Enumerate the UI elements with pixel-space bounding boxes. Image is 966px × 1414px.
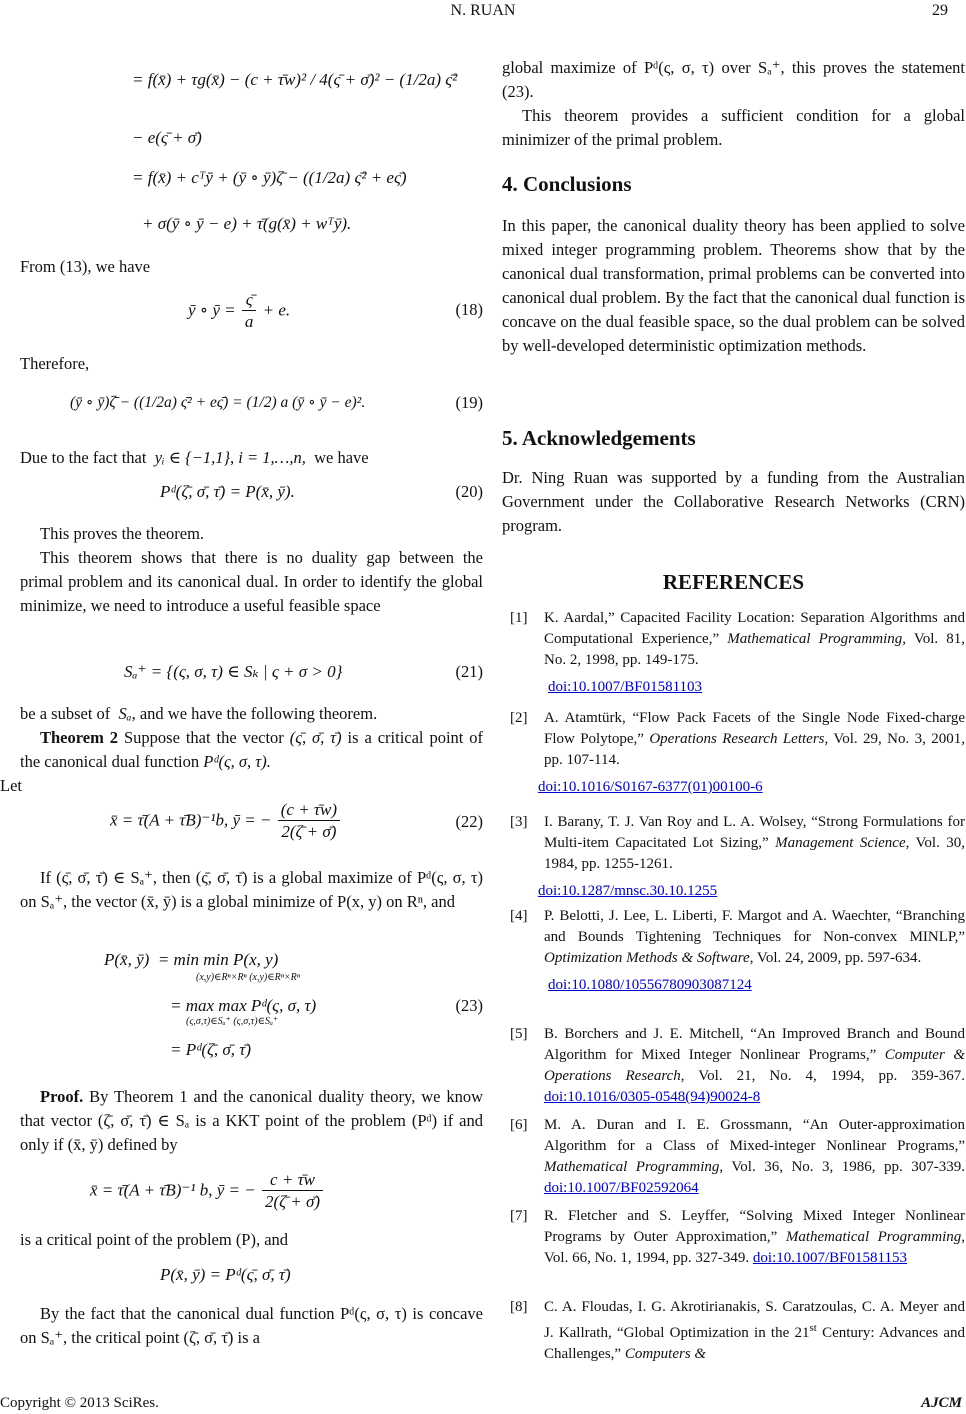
reference-text: P. Belotti, J. Lee, L. Liberti, F. Margot and A. Waechter, “Branching and Bounds Tightening Techniques for Non-convex MINLP,” <box>544 908 965 945</box>
reference-number: [4] <box>510 908 528 924</box>
journal-name: Computer & Operations Research <box>544 1047 965 1084</box>
section-heading: 5. Acknowledgements <box>502 426 696 450</box>
proof-label: Proof. <box>40 1087 84 1106</box>
paragraph: Dr. Ning Ruan was supported by a funding from the Australian Government under the Collaborative Research Networks (CRN) program. <box>502 468 965 535</box>
equation-line: = f(x̄) + cᵀȳ + (ȳ ∘ ȳ)ζ̄ − ((1/2a) ς̄² + eς̄) <box>132 168 407 187</box>
reference-text: , Vol. 29, No. 3, 2001, pp. 107-114. <box>544 731 966 768</box>
reference-item <box>502 1115 965 1199</box>
reference-item <box>502 1297 965 1365</box>
reference-text: R. Fletcher and S. Leyffer, “Solving Mixed Integer Nonlinear Programs by Outer Approximation,” <box>544 1208 965 1245</box>
reference-number: [7] <box>510 1208 528 1224</box>
text: be a subset of <box>20 704 111 723</box>
journal-name: Computers & <box>624 1346 707 1362</box>
reference-item <box>502 608 965 698</box>
equation-equal: P(x̄, ȳ) = Pᵈ(ς̄, σ̄, τ̄) <box>160 1265 291 1284</box>
paragraph: This theorem shows that there is no duality gap between the primal problem and its canonical dual. In order to identify the global minimize, we need to introduce a useful feasible space <box>20 548 483 615</box>
inline-math: Pᵈ(ς, σ, τ). <box>203 752 271 771</box>
paragraph: By the fact that the canonical dual function Pᵈ(ς, σ, τ) is concave on Sₐ⁺, the critical point (ζ̄, σ̄, τ̄) is a <box>20 1304 483 1347</box>
doi-link[interactable]: doi:10.1287/mnsc.30.10.1255 <box>538 883 718 899</box>
text: Due to the fact that <box>20 448 147 467</box>
reference-text: K. Aardal,” Capacited Facility Location: Separation Algorithms and Computational Experience,” <box>544 610 965 647</box>
reference-number: [1] <box>510 610 528 626</box>
eq-proof-fraction <box>262 1170 323 1213</box>
reference-text: A. Atamtürk, “Flow Pack Facets of the Single Node Fixed-charge Flow Polytope,” <box>544 710 965 747</box>
inline-math: Sₐ <box>118 704 132 723</box>
section-heading: 4. Conclusions <box>502 172 632 196</box>
text: By Theorem 1 and the canonical duality theory, we know that vector (ζ̄, σ̄, τ̄) ∈ Sₐ is a KKT point of the problem (Pᵈ) if and only if (x̄, ȳ) defined by <box>20 1087 483 1154</box>
equation-22 <box>110 800 342 843</box>
journal-name: Mathematical Programming, <box>727 631 906 647</box>
text: , and we have the following theorem. <box>131 704 378 723</box>
eq18-rhs: + e. <box>262 300 291 320</box>
eq22-denominator: 2(ζ̄ + σ̄) <box>281 822 337 841</box>
references-heading: REFERENCES <box>662 570 805 594</box>
inline-math: yᵢ ∈ {−1,1}, i = 1,…,n, <box>154 448 306 467</box>
page-number: 29 <box>932 2 948 19</box>
reference-text: B. Borchers and J. E. Mitchell, “An Improved Branch and Bound Algorithm for Mixed Integer Nonlinear Programs,” <box>544 1026 965 1063</box>
journal-abbrev: AJCM <box>921 1395 962 1411</box>
doi-link[interactable]: doi:10.1007/BF02592064 <box>544 1180 699 1196</box>
equation-proof <box>90 1170 325 1213</box>
equation-line: = f(x̄) + τg(x̄) − (c + τ̄w)² / 4(ς̄ + σ̄)² − (1/2a) ς̄² <box>132 70 458 89</box>
running-head: N. RUAN <box>450 2 516 19</box>
equation-line: + σ(ȳ ∘ ȳ − e) + τ̄(g(x̄) + wᵀȳ). <box>142 214 352 233</box>
reference-number: [2] <box>510 710 528 726</box>
reference-number: [5] <box>510 1026 528 1042</box>
journal-name: Optimization Methods & Software <box>544 950 750 966</box>
reference-text: , Vol. 30, 1984, pp. 1255-1261. <box>544 835 966 872</box>
paragraph: Therefore, <box>20 354 90 373</box>
text: Let <box>0 776 22 795</box>
reference-item <box>502 1206 965 1269</box>
reference-text: I. Barany, T. J. Van Roy and L. A. Wolsey, “Strong Formulations for Multi-item Capacitated Lot Sizing,” <box>544 814 965 851</box>
proof-paragraph <box>20 1085 483 1157</box>
reference-text: , Vol. 21, No. 4, 1994, pp. 359-367. <box>680 1068 965 1084</box>
eq23-min: = min min P(x, y) <box>157 950 279 969</box>
eq18-fraction <box>242 290 257 333</box>
paragraph: global maximize of Pᵈ(ς, σ, τ) over Sₐ⁺, this proves the statement (23). <box>502 58 965 101</box>
superscript: st <box>809 1322 817 1334</box>
equation-line: − e(ς̄ + σ̄) <box>132 128 202 147</box>
reference-text: , Vol. 24, 2009, pp. 597-634. <box>749 950 922 966</box>
reference-item <box>502 812 965 902</box>
paragraph <box>20 702 483 726</box>
paragraph: is a critical point of the problem (P), and <box>20 1230 289 1249</box>
reference-item <box>502 708 965 798</box>
eq22-fraction <box>278 800 340 843</box>
reference-text: , Vol. 66, No. 1, 1994, pp. 327-349. <box>544 1229 965 1266</box>
equation-number: (19) <box>455 393 483 412</box>
doi-link[interactable]: doi:10.1007/BF01581103 <box>548 679 703 695</box>
equation-18 <box>188 290 290 333</box>
paragraph: If (ς̄, σ̄, τ̄) ∈ Sₐ⁺, then (ς̄, σ̄, τ̄) is a global maximize of Pᵈ(ς, σ, τ) on Sₐ⁺, the vector (x̄, ȳ) is a global minimize of P(x, y) on Rⁿ, and <box>20 868 483 911</box>
reference-text: C. A. Floudas, I. G. Akrotirianakis, S. Caratzoulas, C. A. Meyer and J. Kallrath, “Global Optimization in the 21 <box>544 1299 965 1341</box>
eq18-denominator: a <box>244 312 254 331</box>
reference-item <box>502 1024 965 1108</box>
doi-link[interactable]: doi:10.1007/BF01581153 <box>752 1250 907 1266</box>
reference-number: [3] <box>510 814 528 830</box>
equation-20: Pᵈ(ζ̄, σ̄, τ̄) = P(x̄, ȳ). <box>160 482 295 501</box>
paragraph <box>20 446 483 470</box>
theorem-label: Theorem 2 <box>40 728 119 747</box>
equation-number: (23) <box>455 996 483 1015</box>
equation-23-sub1: (x,y)∈Rⁿ×Rⁿ (x,y)∈Rⁿ×Rⁿ <box>196 972 300 983</box>
equation-23-line3: = Pᵈ(ζ̄, σ̄, τ̄) <box>170 1040 252 1059</box>
reference-item <box>502 906 965 996</box>
reference-text: Century: Advances and Challenges,” <box>544 1325 965 1362</box>
eq22-lhs: x̄ = τ̄(A + τ̄B)⁻¹b, ȳ = − <box>110 810 272 830</box>
eq-proof-numerator: c + τ̄w <box>262 1170 323 1191</box>
reference-text: M. A. Duran and I. E. Grossmann, “An Outer-approximation Algorithm for a Class of Mixed-integer Nonlinear Programs,” <box>544 1117 965 1154</box>
eq23-lhs: P(x̄, ȳ) <box>104 950 150 969</box>
inline-math: (ς̄, σ̄, τ̄) <box>289 728 342 747</box>
eq-proof-lhs: x̄ = τ̄(A + τ̄B)⁻¹ b, ȳ = − <box>90 1180 256 1200</box>
paragraph: This theorem provides a sufficient condition for a global minimizer of the primal problem. <box>502 106 965 149</box>
equation-number: (22) <box>455 812 483 831</box>
eq22-numerator: (c + τ̄w) <box>278 800 340 821</box>
equation-23-line1 <box>104 950 278 970</box>
equation-23-sub2: (ς,σ,τ)∈Sₐ⁺ (ς,σ,τ)∈Sₐ⁺ <box>186 1016 279 1027</box>
theorem-2 <box>0 726 484 798</box>
equation-number: (21) <box>455 662 483 681</box>
paragraph: In this paper, the canonical duality theory has been applied to solve mixed integer programming problem. Theorems show that by the canonical dual transformation, primal problems can be converted into canonical dual problem. By the fact that the canonical dual function is concave on the dual feasible space, so the dual problem can be solved by well-developed deterministic optimization methods. <box>502 216 965 355</box>
journal-name: Operations Research Letters <box>649 731 825 747</box>
text: we have <box>314 448 369 467</box>
text: Suppose that the vector <box>123 728 284 747</box>
equation-number: (20) <box>455 482 483 501</box>
equation-19: (ȳ ∘ ȳ)ζ̄ − ((1/2a) ς̄² + eς̄) = (1/2) a (ȳ ∘ ȳ − e)². <box>70 394 366 411</box>
doi-link[interactable]: doi:10.1016/0305-0548(94)90024-8 <box>544 1089 761 1105</box>
equation-21: Sₐ⁺ = {(ς, σ, τ) ∈ Sₖ | ς + σ > 0} <box>124 662 343 681</box>
doi-link[interactable]: doi:10.1080/10556780903087124 <box>548 977 752 993</box>
doi-link[interactable]: doi:10.1016/S0167-6377(01)00100-6 <box>538 779 763 795</box>
eq18-numerator: ς̄ <box>242 290 257 311</box>
reference-text: , Vol. 36, No. 3, 1986, pp. 307-339. <box>719 1159 965 1175</box>
reference-number: [6] <box>510 1117 528 1133</box>
eq18-lhs: ȳ ∘ ȳ = <box>188 300 236 320</box>
journal-name: Mathematical Programming <box>785 1229 962 1245</box>
paragraph: From (13), we have <box>20 257 151 276</box>
copyright-notice: Copyright © 2013 SciRes. <box>0 1395 159 1411</box>
reference-number: [8] <box>510 1299 528 1315</box>
equation-number: (18) <box>455 300 483 319</box>
journal-name: Management Science <box>775 835 906 851</box>
eq-proof-denominator: 2(ζ̄ + σ̄) <box>265 1192 321 1211</box>
paragraph: This proves the theorem. <box>40 524 205 543</box>
reference-text: Vol. 81, No. 2, 1998, pp. 149-175. <box>544 631 965 668</box>
text: is a critical point of the canonical dual function <box>20 728 484 771</box>
equation-23-line2: = max max Pᵈ(ς, σ, τ) <box>170 996 317 1015</box>
journal-name: Mathematical Programming <box>544 1159 720 1175</box>
